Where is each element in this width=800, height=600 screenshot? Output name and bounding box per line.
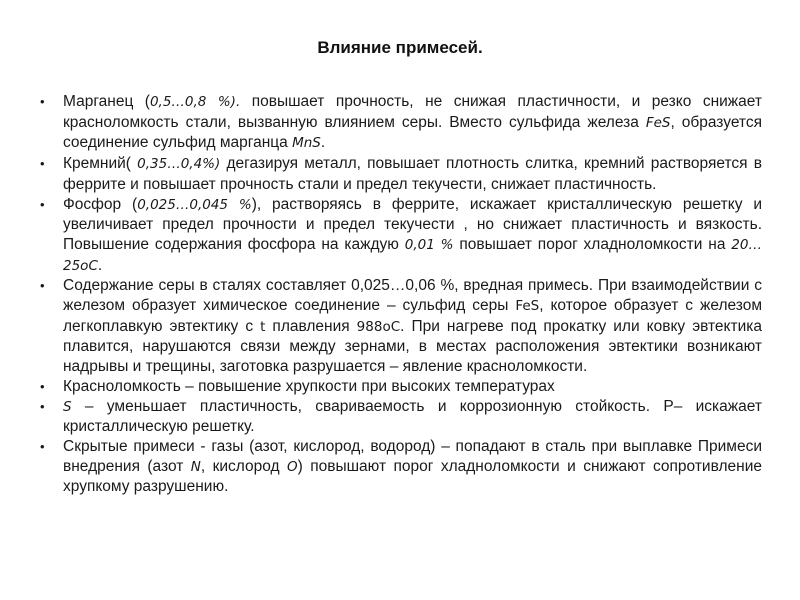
item-text: дегазируя металл, повышает плотность слитка, кремний растворяется в феррите и повышает прочность стали и предел текучести, снижает пластичность. <box>63 155 762 193</box>
item-text: . <box>320 134 326 152</box>
item-text: плавления <box>265 317 357 335</box>
list-item-silicon <box>40 154 762 194</box>
item-text: Скрытые примеси - газы (азот, кислород, водород) – попадают в сталь при выплавке Примеси внедрения (азот <box>63 437 762 475</box>
item-symbol: O <box>287 458 298 475</box>
bullet-icon: • <box>40 94 45 109</box>
item-text: Марганец ( <box>63 93 150 110</box>
list-item-sulfur <box>40 276 762 377</box>
bullet-icon: • <box>40 156 45 172</box>
item-text: повышает прочность, не снижая пластичности, и резко снижает красноломкость стали, вызванную влиянием серы. Вместо сульфида железа <box>63 93 762 131</box>
list-item-phosphorus <box>40 195 762 277</box>
list-item-s-effect <box>40 397 762 437</box>
item-text: , кислород <box>200 457 287 475</box>
list-item-manganese <box>40 92 762 154</box>
list-item-hidden-impurities <box>40 437 762 497</box>
item-symbol: t <box>260 318 266 335</box>
bullet-icon: • <box>40 438 45 454</box>
item-text: . При нагреве под прокатку или ковку эвтектика плавится, нарушаются связи между зернами, в местах расположения эвтектики возникают надрывы и трещины, заготовка разрушается – явление красноломкости. <box>63 317 762 376</box>
item-range: 0,025…0,045 % <box>137 196 252 213</box>
item-symbol: S <box>63 398 72 415</box>
item-text: . <box>97 256 103 274</box>
item-text: повышает порог хладноломкости на <box>453 235 732 253</box>
item-text: – уменьшает пластичность, свариваемость и коррозионную стойкость. Р– искажает кристаллическую решетку. <box>63 397 762 436</box>
item-formula: FeS <box>515 298 540 315</box>
item-text: Фосфор ( <box>63 195 138 213</box>
item-value: 0,01 % <box>404 236 454 253</box>
slide-title: Влияние примесей. <box>317 38 483 57</box>
item-text: Кремний( <box>63 155 138 173</box>
item-text: Содержание серы в сталях составляет 0,025…0,06 %, вредная примесь. При взаимодействии с железом образует химическое соединение – сульфид серы <box>63 277 762 315</box>
item-text: ) повышают порог хладноломкости и снижают сопротивление хрупкому разрушению. <box>63 457 762 496</box>
item-formula: FeS <box>645 114 671 131</box>
item-text: , образуется соединение сульфид марганца <box>63 113 762 152</box>
item-value: 988oC <box>356 318 401 335</box>
list-item-red-brittleness <box>40 377 762 397</box>
item-text: ), растворяясь в феррите, искажает кристаллическую решетку и увеличивает предел прочности и предел текучести , но снижает пластичность и вязкость. Повышение содержания фосфора на каждую <box>63 195 762 253</box>
item-value: 20…25oC <box>63 236 762 274</box>
item-range: 0,5…0,8 %). <box>149 94 241 110</box>
item-text: , которое образует с железом легкоплавкую эвтектику с <box>63 297 762 335</box>
bullet-icon: • <box>40 278 45 294</box>
bullet-icon: • <box>40 196 45 212</box>
item-range: 0,35…0,4%) <box>137 156 221 173</box>
bullet-icon: • <box>40 378 45 394</box>
bullet-icon: • <box>40 398 45 414</box>
item-text: Красноломкость – повышение хрупкости при высоких температурах <box>63 377 555 395</box>
impurities-list <box>40 92 762 497</box>
item-formula: MnS <box>292 135 321 152</box>
item-symbol: N <box>190 458 201 475</box>
